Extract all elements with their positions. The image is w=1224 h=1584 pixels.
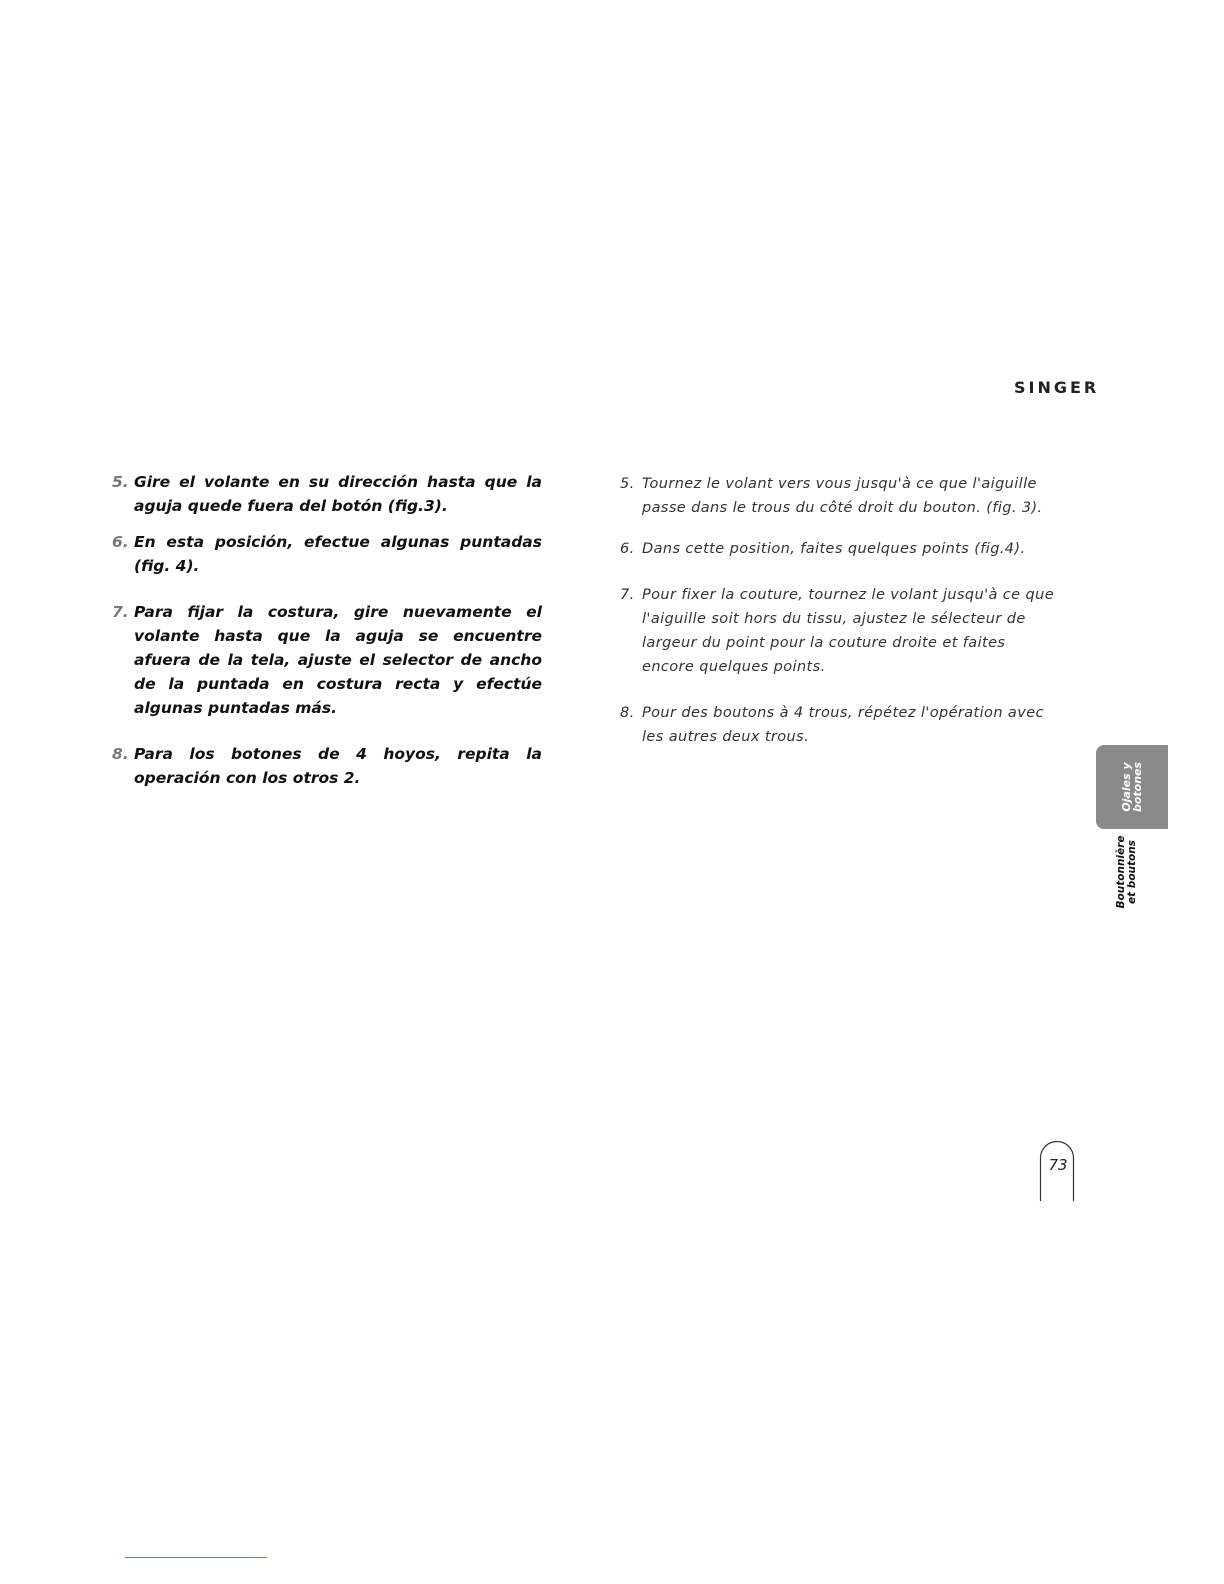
section-tab-spanish-line-2: botones (1131, 761, 1144, 813)
step-text: En esta posición, efectue algunas puntadas (fig. 4). (134, 533, 542, 575)
section-tab-spanish-line-1: Ojales y (1120, 762, 1133, 812)
spanish-step-8 (112, 742, 542, 790)
step-text: Gire el volante en su dirección hasta que la aguja quede fuera del botón (fig.3). (134, 473, 542, 515)
step-text: Para fijar la costura, gire nuevamente el volante hasta que la aguja se encuentre afuera de la tela, ajuste el selector de ancho de la puntada en costura recta y efectúe algunas puntadas más. (134, 603, 542, 717)
step-number: 5. (112, 473, 129, 491)
step-text: Para los botones de 4 hoyos, repita la operación con los otros 2. (134, 745, 542, 787)
spanish-step-7 (112, 600, 542, 720)
bottom-rule (125, 1557, 267, 1558)
step-text: Pour des boutons à 4 trous, répétez l'opération avec les autres deux trous. (642, 705, 1044, 745)
step-text: Dans cette position, faites quelques points (fig.4). (642, 541, 1026, 557)
step-number: 8. (620, 705, 635, 721)
step-number: 6. (620, 541, 635, 557)
brand-logo: SINGER (1014, 378, 1100, 397)
french-step-8 (620, 701, 1060, 749)
section-tab-french (1112, 832, 1142, 912)
page-number: 73 (1048, 1156, 1068, 1174)
step-number: 8. (112, 745, 129, 763)
spanish-step-5 (112, 470, 542, 518)
french-step-7 (620, 583, 1060, 679)
section-tab-spanish (1096, 745, 1168, 829)
step-number: 7. (112, 603, 129, 621)
section-tab-french-line-1: Boutonnière (1115, 835, 1127, 909)
step-text: Tournez le volant vers vous jusqu'à ce que l'aiguille passe dans le trous du côté droit du bouton. (fig. 3). (642, 476, 1043, 516)
french-instructions (620, 472, 1060, 749)
french-step-5 (620, 472, 1060, 520)
step-number: 7. (620, 587, 635, 603)
step-text: Pour fixer la couture, tournez le volant jusqu'à ce que l'aiguille soit hors du tissu, ajustez le sélecteur de largeur du point pour la couture droite et faites encore quelques points. (642, 587, 1055, 675)
step-number: 6. (112, 533, 129, 551)
section-tab-french-line-2: et boutons (1126, 840, 1138, 904)
spanish-step-6 (112, 530, 542, 578)
section-tab-spanish-label (1121, 762, 1143, 812)
spanish-instructions (112, 470, 542, 790)
french-step-6 (620, 537, 1060, 561)
section-tab-french-label (1116, 836, 1138, 909)
step-number: 5. (620, 476, 635, 492)
